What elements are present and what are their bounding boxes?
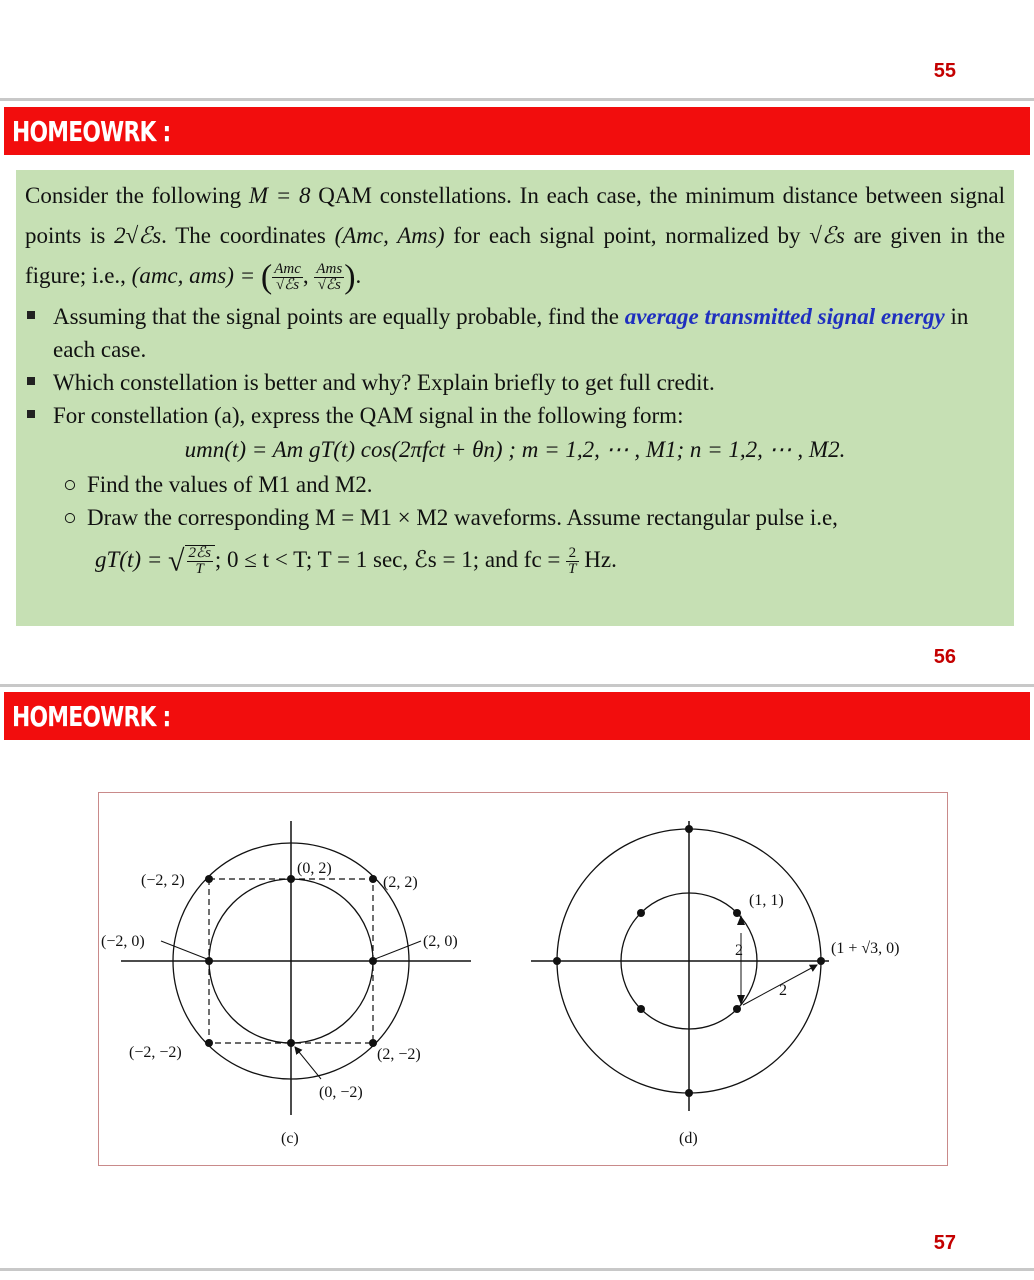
signal-point	[817, 957, 825, 965]
page-divider	[0, 98, 1034, 101]
banner-title: HOMEOWRK :	[12, 115, 171, 148]
circle-bullet-icon: ○	[63, 504, 77, 530]
point-label: (1 + √3, 0)	[831, 940, 900, 957]
fraction: $\frac{\text{Amc}}{\text{√ℰs}}$	[274, 261, 301, 294]
signal-point	[685, 825, 693, 833]
point-label: (2, −2)	[377, 1046, 421, 1063]
problem-intro: Consider the following M = 8 QAM constellations. In each case, the minimum distance between signal points is 2√ℰs. The coordinates (Amc, Ams) for each signal point, normalized by √ℰs are given in the figure; i.e., (amc, ams) = ( $\frac{\text{Amc}}{\text{√ℰs}}$ , $\frac{\text{Ams}}{\text{√ℰs}}$ ).	[25, 183, 1006, 296]
pulse-definition: gT(t) = √ $\frac{\text{2ℰs}}{T}$ ; 0 ≤ t < T; T = 1 sec, ℰs = 1; and fc = $\frac{2}{T}$ Hz.	[95, 544, 617, 578]
signal-point	[637, 1005, 645, 1013]
arrow-head	[737, 995, 745, 1005]
point-label: (2, 2)	[383, 874, 418, 891]
signal-point	[637, 909, 645, 917]
figure-caption: (d)	[679, 1130, 698, 1147]
signal-point	[733, 1005, 741, 1013]
circle-bullet-icon: ○	[63, 471, 77, 497]
signal-point	[205, 875, 213, 883]
page-number: 55	[933, 60, 956, 82]
point-label: (−2, 0)	[101, 933, 145, 950]
distance-label: 2	[735, 942, 743, 959]
page-divider	[0, 684, 1034, 687]
signal-point	[369, 1039, 377, 1047]
fraction: $\frac{\text{Ams}}{\text{√ℰs}}$	[316, 261, 343, 294]
qam-equation: umn(t) = Am gT(t) cos(2πfct + θn) ; m = 1,2, ⋯ , M1; n = 1,2, ⋯ , M2.	[184, 436, 846, 462]
distance-label: 2	[779, 982, 787, 999]
signal-point	[287, 875, 295, 883]
leader-line	[375, 941, 421, 959]
signal-point	[733, 909, 741, 917]
bullet-item: Which constellation is better and why? Explain briefly to get full credit.	[25, 366, 1005, 399]
signal-point	[553, 957, 561, 965]
banner-title: HOMEOWRK :	[12, 700, 171, 733]
homework-banner	[4, 107, 1030, 155]
constellation-figure	[98, 792, 948, 1166]
signal-point	[287, 1039, 295, 1047]
bullet-square-icon	[27, 377, 35, 385]
sub-item: ○ Draw the corresponding M = M1 × M2 waveforms. Assume rectangular pulse i.e,	[25, 501, 1005, 534]
bullet-item: Assuming that the signal points are equally probable, find the average transmitted signal energy in each case.	[25, 300, 1005, 366]
sub-item: ○ Find the values of M1 and M2.	[25, 468, 1005, 501]
signal-point	[685, 1089, 693, 1097]
point-label: (−2, 2)	[141, 872, 185, 889]
point-label: (0, −2)	[319, 1084, 363, 1101]
leader-arrow	[295, 1047, 321, 1079]
figure-caption: (c)	[281, 1130, 299, 1147]
constellation-c	[101, 821, 471, 1147]
fraction: $\frac{\text{2ℰs}}{T}$	[185, 545, 215, 577]
bullet-square-icon	[27, 410, 35, 418]
constellation-d	[531, 821, 899, 1147]
page-number: 56	[933, 646, 956, 668]
point-label: (2, 0)	[423, 933, 458, 950]
problem-box	[16, 170, 1014, 626]
homework-banner	[4, 692, 1030, 740]
signal-point	[369, 875, 377, 883]
point-label: (−2, −2)	[129, 1044, 182, 1061]
signal-point	[205, 1039, 213, 1047]
leader-line	[161, 941, 207, 959]
page-divider	[0, 1268, 1034, 1271]
fraction: $\frac{2}{T}$	[568, 544, 577, 577]
point-label: (0, 2)	[297, 860, 332, 877]
point-label: (1, 1)	[749, 892, 784, 909]
bullet-square-icon	[27, 311, 35, 319]
page-number: 57	[933, 1232, 956, 1254]
bullet-item: For constellation (a), express the QAM signal in the following form:	[25, 399, 1005, 432]
constellation-diagram	[99, 793, 947, 1165]
